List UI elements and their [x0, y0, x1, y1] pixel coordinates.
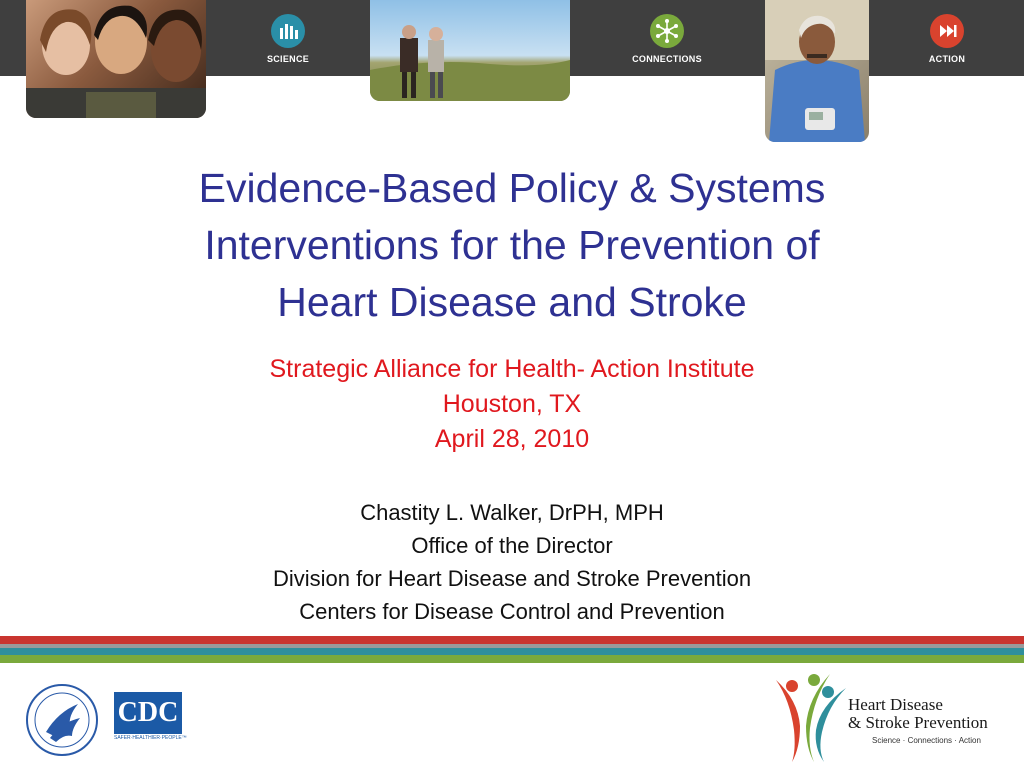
photo-couple-walking	[370, 0, 570, 101]
nav-connections-label: CONNECTIONS	[632, 54, 702, 64]
event-date: April 28, 2010	[434, 425, 590, 453]
stripe-teal	[0, 648, 1024, 655]
nav-science-label: SCIENCE	[266, 54, 310, 64]
presenter-agency: Centers for Disease Control and Prevention	[299, 599, 725, 624]
hdsp-title-line-2: & Stroke Prevention	[848, 713, 988, 732]
cdc-logo-text: CDC	[114, 692, 182, 734]
stripe-red	[0, 636, 1024, 644]
nav-connections[interactable]	[612, 14, 722, 64]
nav-action-label: ACTION	[928, 54, 966, 64]
stripe-green	[0, 655, 1024, 663]
science-icon	[271, 14, 305, 48]
presenter-name: Chastity L. Walker, DrPH, MPH	[360, 500, 664, 525]
cdc-logo	[114, 692, 187, 741]
presenter-division: Division for Heart Disease and Stroke Prevention	[272, 566, 752, 591]
event-info	[60, 352, 964, 457]
title-line-2: Interventions for the Prevention of	[204, 222, 820, 268]
nav-action[interactable]	[892, 14, 1002, 64]
nav-science[interactable]	[233, 14, 343, 64]
photo-blood-pressure	[765, 0, 869, 142]
hdsp-logo	[770, 670, 1010, 766]
action-icon	[930, 14, 964, 48]
slide-title	[60, 160, 964, 331]
photo-young-people	[26, 0, 206, 118]
title-line-3: Heart Disease and Stroke	[277, 279, 747, 325]
hdsp-figures-icon	[770, 670, 850, 766]
hdsp-title-line-1: Heart Disease	[848, 695, 943, 714]
hhs-seal-logo	[24, 682, 100, 758]
cdc-tagline: SAFER·HEALTHIER·PEOPLE™	[114, 735, 187, 741]
hdsp-tagline: Science · Connections · Action	[872, 736, 981, 745]
title-line-1: Evidence-Based Policy & Systems	[198, 165, 826, 211]
presenter-office: Office of the Director	[411, 533, 613, 558]
event-name: Strategic Alliance for Health- Action Institute	[269, 355, 755, 383]
event-location: Houston, TX	[442, 390, 582, 418]
presenter-info	[60, 496, 964, 628]
connections-icon	[650, 14, 684, 48]
